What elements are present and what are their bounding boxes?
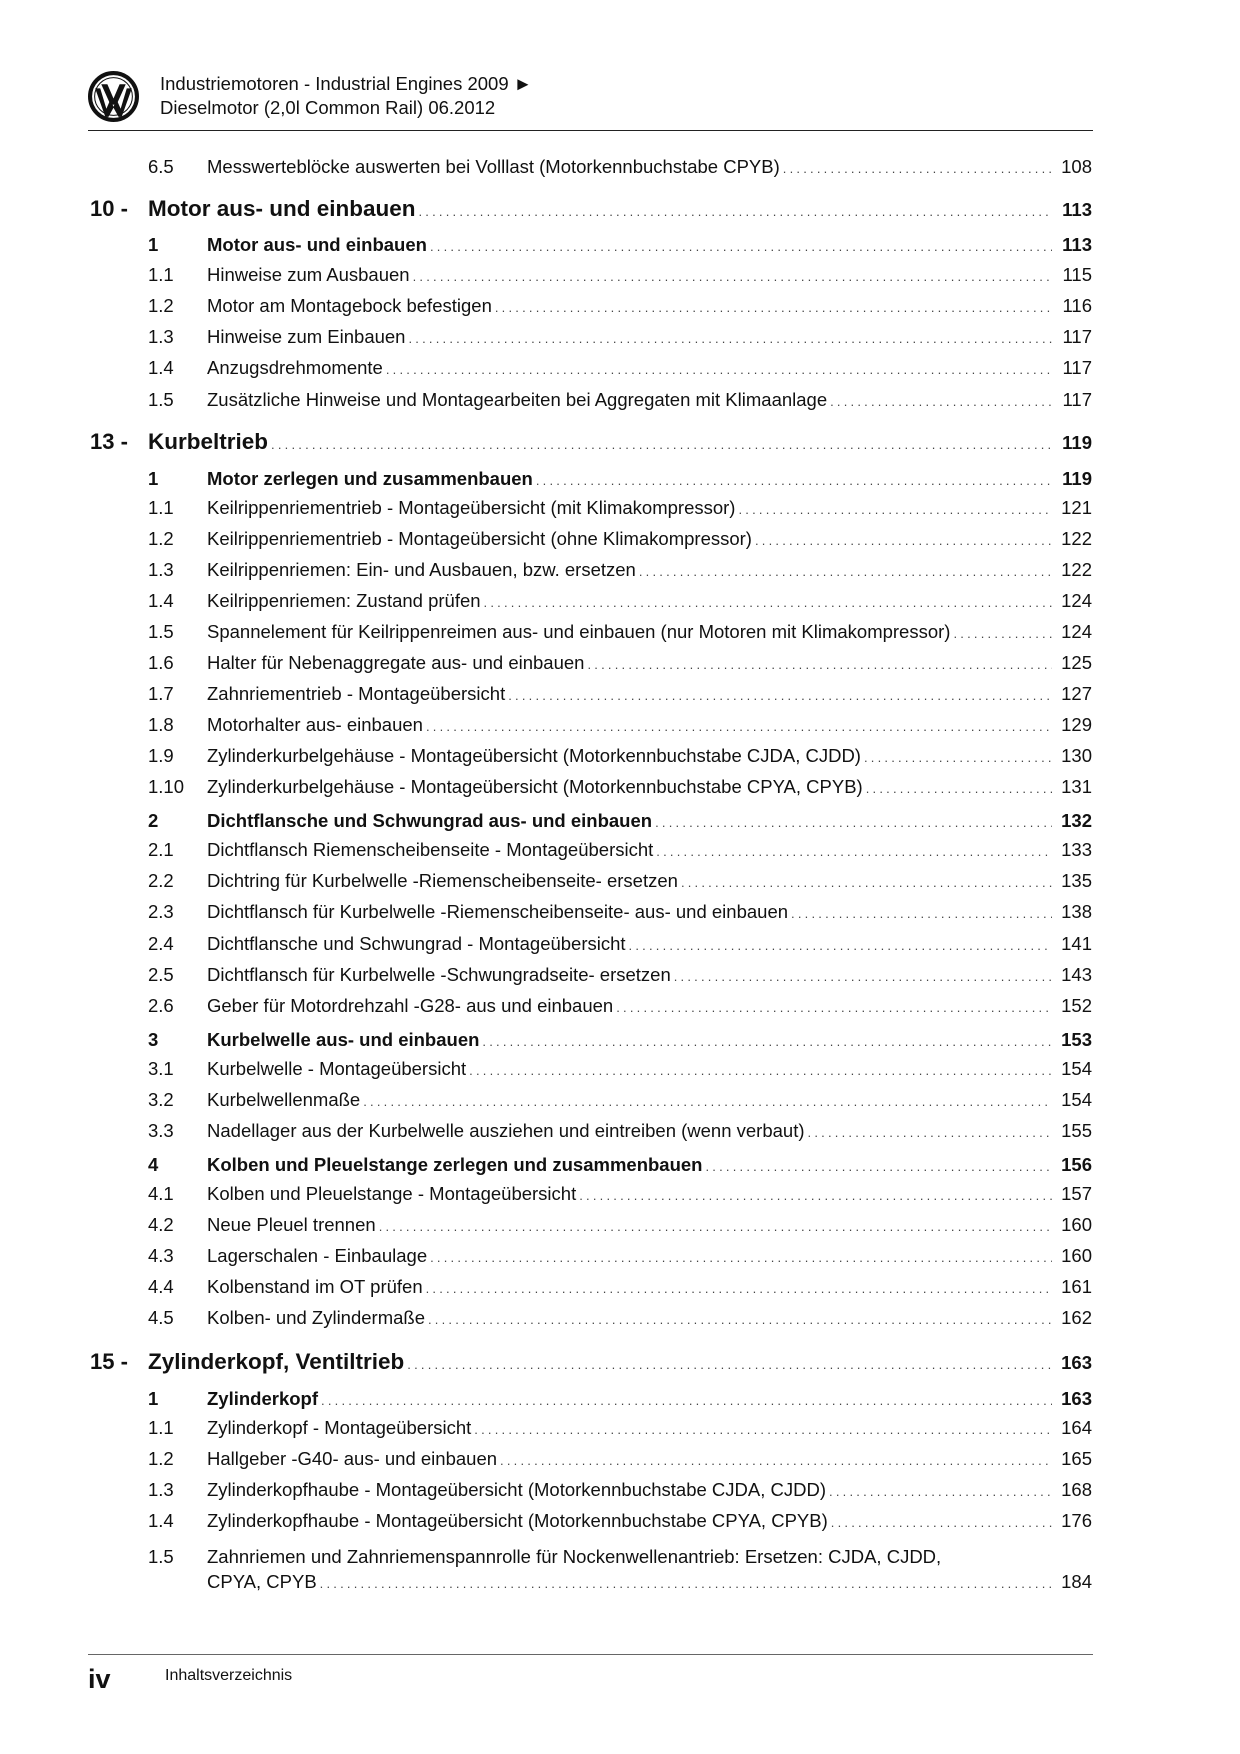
toc-entry-page: 141 xyxy=(1061,933,1092,954)
toc-entry-number: 1.10 xyxy=(148,776,185,797)
leader-dots xyxy=(681,875,1052,890)
toc-entry-title: Geber für Motordrehzahl -G28- aus und einbauen xyxy=(207,995,614,1016)
toc-section-entry[interactable] xyxy=(148,234,1092,258)
document-header xyxy=(160,72,532,120)
toc-entry-number: 1.5 xyxy=(148,1546,174,1567)
toc-section-entry[interactable] xyxy=(148,810,1092,834)
toc-entry-number: 4.1 xyxy=(148,1183,174,1204)
toc-entry-page: 117 xyxy=(1062,326,1092,347)
leader-dots xyxy=(426,719,1052,734)
toc-entry-page: 168 xyxy=(1061,1479,1092,1500)
leader-dots xyxy=(386,362,1052,377)
toc-entry-page: 117 xyxy=(1062,389,1092,410)
toc-entry-number: 4.5 xyxy=(148,1307,174,1328)
toc-entry-page: 133 xyxy=(1061,839,1092,860)
toc-entry-title: Dichtflansch für Kurbelwelle -Schwungradseite- ersetzen xyxy=(207,964,671,985)
toc-entry-page: 113 xyxy=(1062,199,1092,220)
toc-entry[interactable] xyxy=(148,326,1092,350)
toc-entry-page: 154 xyxy=(1061,1058,1092,1079)
toc-entry-title: Hinweise zum Ausbauen xyxy=(207,264,410,285)
toc-entry[interactable] xyxy=(148,1183,1092,1207)
toc-entry-page: 176 xyxy=(1061,1510,1092,1531)
header-line-1: Industriemotoren - Industrial Engines 2009 ► xyxy=(160,73,533,94)
toc-entry-line-2 xyxy=(148,1571,1092,1595)
toc-entry-title: Dichtflansch Riemenscheibenseite - Montageübersicht xyxy=(207,839,654,860)
toc-entry-title: Zylinderkopfhaube - Montageübersicht (Motorkennbuchstabe CJDA, CJDD) xyxy=(207,1479,827,1500)
toc-entry-title: Zahnriementrieb - Montageübersicht xyxy=(207,683,506,704)
toc-entry-title: Kolben und Pleuelstange - Montageübersicht xyxy=(207,1183,577,1204)
toc-entry-title: Anzugsdrehmomente xyxy=(207,357,383,378)
leader-dots xyxy=(536,473,1052,488)
leader-dots xyxy=(379,1219,1052,1234)
toc-entry-page: 113 xyxy=(1062,234,1092,255)
toc-section-entry[interactable] xyxy=(148,1029,1092,1053)
toc-entry-number: 1 xyxy=(148,468,159,489)
toc-entry-page: 160 xyxy=(1061,1245,1092,1266)
leader-dots xyxy=(831,1515,1052,1530)
leader-dots xyxy=(419,204,1053,219)
leader-dots xyxy=(829,1484,1052,1499)
leader-dots xyxy=(639,564,1052,579)
toc-entry-number: 2.1 xyxy=(148,839,174,860)
toc-entry-page: 153 xyxy=(1061,1029,1092,1050)
toc-entry-title: Motorhalter aus- einbauen xyxy=(207,714,423,735)
toc-entry-number: 1.4 xyxy=(148,357,174,378)
toc-entry-page: 143 xyxy=(1061,964,1092,985)
toc-entry-page: 184 xyxy=(1061,1571,1092,1592)
toc-entry-title: Zylinderkurbelgehäuse - Montageübersicht (Motorkennbuchstabe CPYA, CPYB) xyxy=(207,776,863,797)
leader-dots xyxy=(953,626,1052,641)
toc-entry-number: 1.2 xyxy=(148,295,174,316)
leader-dots xyxy=(830,394,1052,409)
leader-dots xyxy=(495,300,1052,315)
toc-entry-title: Zylinderkurbelgehäuse - Montageübersicht (Motorkennbuchstabe CJDA, CJDD) xyxy=(207,745,861,766)
leader-dots xyxy=(474,1422,1052,1437)
leader-dots xyxy=(508,688,1052,703)
toc-entry-number: 1.2 xyxy=(148,1448,174,1469)
toc-entry[interactable] xyxy=(148,1448,1092,1472)
toc-entry-title-line-2: CPYA, CPYB xyxy=(207,1571,317,1592)
toc-entry-number: 3 xyxy=(148,1029,159,1050)
toc-chapter-entry[interactable] xyxy=(90,196,1092,226)
toc-entry-number: 2.5 xyxy=(148,964,174,985)
toc-entry-title: Zusätzliche Hinweise und Montagearbeiten bei Aggregaten mit Klimaanlage xyxy=(207,389,828,410)
leader-dots xyxy=(484,595,1052,610)
toc-entry-number: 1.1 xyxy=(148,497,174,518)
toc-entry[interactable] xyxy=(148,621,1092,645)
leader-dots xyxy=(321,1393,1052,1408)
toc-entry[interactable] xyxy=(148,1245,1092,1269)
toc-entry[interactable] xyxy=(148,870,1092,894)
leader-dots xyxy=(430,239,1052,254)
toc-entry-title: Dichtflansche und Schwungrad aus- und einbauen xyxy=(207,810,653,831)
toc-entry-page: 132 xyxy=(1061,810,1092,831)
toc-entry-number: 3.3 xyxy=(148,1120,174,1141)
toc-entry-title: Kurbelwellenmaße xyxy=(207,1089,361,1110)
toc-entry[interactable] xyxy=(148,901,1092,925)
toc-entry-page: 117 xyxy=(1062,357,1092,378)
toc-entry-title: Kurbeltrieb xyxy=(148,429,269,454)
leader-dots xyxy=(655,815,1052,830)
toc-entry-title: Dichtring für Kurbelwelle -Riemenscheibenseite- ersetzen xyxy=(207,870,678,891)
leader-dots xyxy=(808,1125,1052,1140)
toc-entry-title: Hinweise zum Einbauen xyxy=(207,326,406,347)
leader-dots xyxy=(783,161,1052,176)
toc-entry-number: 2.2 xyxy=(148,870,174,891)
toc-entry-page: 161 xyxy=(1061,1276,1092,1297)
toc-entry-page: 127 xyxy=(1061,683,1092,704)
leader-dots xyxy=(738,502,1052,517)
toc-entry-number: 1.7 xyxy=(148,683,174,704)
toc-entry[interactable] xyxy=(148,1058,1092,1082)
toc-entry-number: 3.2 xyxy=(148,1089,174,1110)
toc-chapter-entry[interactable] xyxy=(90,1349,1092,1379)
leader-dots xyxy=(408,331,1052,346)
toc-entry[interactable] xyxy=(148,652,1092,676)
toc-entry-title: Kolben- und Zylindermaße xyxy=(207,1307,425,1328)
toc-entry[interactable] xyxy=(148,1089,1092,1113)
toc-entry-number: 1 xyxy=(148,234,159,255)
toc-entry-number: 1.3 xyxy=(148,326,174,347)
toc-entry[interactable] xyxy=(148,995,1092,1019)
toc-entry[interactable] xyxy=(148,1214,1092,1238)
toc-entry-title: Hallgeber -G40- aus- und einbauen xyxy=(207,1448,498,1469)
toc-entry-page: 119 xyxy=(1062,432,1092,453)
toc-entry[interactable] xyxy=(148,295,1092,319)
leader-dots xyxy=(755,533,1052,548)
toc-entry-title: Lagerschalen - Einbaulage xyxy=(207,1245,428,1266)
leader-dots xyxy=(866,781,1052,796)
toc-entry-page: 125 xyxy=(1061,652,1092,673)
toc-entry-page: 129 xyxy=(1061,714,1092,735)
toc-entry-number: 10 - xyxy=(90,196,128,221)
toc-entry-page: 138 xyxy=(1061,901,1092,922)
toc-entry-page: 157 xyxy=(1061,1183,1092,1204)
toc-entry-number: 2 xyxy=(148,810,159,831)
toc-entry-page: 119 xyxy=(1062,468,1092,489)
toc-entry[interactable] xyxy=(148,933,1092,957)
toc-entry-title: Motor am Montagebock befestigen xyxy=(207,295,492,316)
toc-entry[interactable] xyxy=(148,1417,1092,1441)
toc-entry-page: 124 xyxy=(1061,590,1092,611)
leader-dots xyxy=(864,750,1052,765)
toc-entry-title: Kolbenstand im OT prüfen xyxy=(207,1276,423,1297)
toc-entry-page: 164 xyxy=(1061,1417,1092,1438)
toc-entry-title: Kurbelwelle - Montageübersicht xyxy=(207,1058,467,1079)
toc-entry-page: 131 xyxy=(1061,776,1092,797)
toc-entry[interactable] xyxy=(148,590,1092,614)
toc-entry-title: Keilrippenriemen: Ein- und Ausbauen, bzw. ersetzen xyxy=(207,559,636,580)
toc-entry-page: 165 xyxy=(1061,1448,1092,1469)
toc-entry-number: 1.1 xyxy=(148,264,174,285)
toc-entry-number: 1.8 xyxy=(148,714,174,735)
toc-entry-number: 1.1 xyxy=(148,1417,174,1438)
toc-section-entry[interactable] xyxy=(148,468,1092,492)
toc-entry-number: 1.3 xyxy=(148,1479,174,1500)
toc-entry-page: 122 xyxy=(1061,559,1092,580)
toc-entry[interactable] xyxy=(148,497,1092,521)
leader-dots xyxy=(426,1281,1052,1296)
leader-dots xyxy=(587,657,1052,672)
toc-entry-number: 2.6 xyxy=(148,995,174,1016)
toc-entry-title: Motor aus- und einbauen xyxy=(207,234,427,255)
toc-entry[interactable] xyxy=(148,389,1092,413)
toc-entry-number: 2.3 xyxy=(148,901,174,922)
toc-entry-title: Neue Pleuel trennen xyxy=(207,1214,376,1235)
toc-entry[interactable] xyxy=(148,528,1092,552)
toc-entry[interactable] xyxy=(148,1120,1092,1144)
toc-section-entry[interactable] xyxy=(148,1388,1092,1412)
toc-entry-page: 116 xyxy=(1062,295,1092,316)
toc-entry-number: 1.4 xyxy=(148,590,174,611)
toc-entry-number: 1.2 xyxy=(148,528,174,549)
toc-entry-title: Zylinderkopf, Ventiltrieb xyxy=(148,1349,405,1374)
toc-entry-number: 1.5 xyxy=(148,389,174,410)
toc-entry-page: 122 xyxy=(1061,528,1092,549)
toc-entry[interactable] xyxy=(148,714,1092,738)
footer-section-label: Inhaltsverzeichnis xyxy=(165,1667,293,1684)
toc-entry-title: Halter für Nebenaggregate aus- und einbauen xyxy=(207,652,585,673)
leader-dots xyxy=(656,844,1052,859)
toc-entry-number: 1.9 xyxy=(148,745,174,766)
toc-entry-title: Nadellager aus der Kurbelwelle ausziehen und eintreiben (wenn verbaut) xyxy=(207,1120,805,1141)
toc-entry-title: Keilrippenriementrieb - Montageübersicht (ohne Klimakompressor) xyxy=(207,528,752,549)
leader-dots xyxy=(705,1159,1052,1174)
toc-entry-number: 15 - xyxy=(90,1349,128,1374)
toc-entry[interactable] xyxy=(148,156,1092,180)
toc-entry-page: 154 xyxy=(1061,1089,1092,1110)
leader-dots xyxy=(320,1576,1052,1591)
toc-entry[interactable] xyxy=(148,1307,1092,1331)
toc-entry-title: Keilrippenriemen: Zustand prüfen xyxy=(207,590,481,611)
toc-entry-page: 135 xyxy=(1061,870,1092,891)
header-line-2: Dieselmotor (2,0l Common Rail) 06.2012 xyxy=(160,97,496,118)
leader-dots xyxy=(629,938,1052,953)
toc-entry[interactable] xyxy=(148,839,1092,863)
toc-entry-title: Kolben und Pleuelstange zerlegen und zusammenbauen xyxy=(207,1154,703,1175)
footer-divider xyxy=(88,1654,1093,1655)
toc-entry[interactable] xyxy=(148,964,1092,988)
toc-entry-title: Keilrippenriementrieb - Montageübersicht (mit Klimakompressor) xyxy=(207,497,736,518)
toc-entry-page: 124 xyxy=(1061,621,1092,642)
toc-entry-title: Spannelement für Keilrippenreimen aus- und einbauen (nur Motoren mit Klimakompressor) xyxy=(207,621,951,642)
toc-entry-number: 4 xyxy=(148,1154,159,1175)
toc-entry-title: Dichtflansche und Schwungrad - Montageübersicht xyxy=(207,933,626,954)
toc-entry-number: 4.2 xyxy=(148,1214,174,1235)
toc-entry-title: Motor aus- und einbauen xyxy=(148,196,416,221)
toc-entry-number: 13 - xyxy=(90,429,128,454)
leader-dots xyxy=(407,1357,1052,1372)
toc-entry-page: 115 xyxy=(1062,264,1092,285)
toc-entry-number: 1.3 xyxy=(148,559,174,580)
leader-dots xyxy=(482,1034,1052,1049)
leader-dots xyxy=(500,1453,1052,1468)
toc-entry-title: Dichtflansch für Kurbelwelle -Riemenscheibenseite- aus- und einbauen xyxy=(207,901,789,922)
toc-entry-page: 130 xyxy=(1061,745,1092,766)
toc-chapter-entry[interactable] xyxy=(90,429,1092,459)
toc-section-entry[interactable] xyxy=(148,1154,1092,1178)
toc-entry[interactable] xyxy=(148,745,1092,769)
leader-dots xyxy=(616,1000,1052,1015)
leader-dots xyxy=(271,437,1052,452)
toc-entry-page: 162 xyxy=(1061,1307,1092,1328)
leader-dots xyxy=(579,1188,1052,1203)
toc-entry-page: 121 xyxy=(1061,497,1092,518)
leader-dots xyxy=(428,1312,1052,1327)
toc-entry-number: 4.4 xyxy=(148,1276,174,1297)
toc-entry-title: Motor zerlegen und zusammenbauen xyxy=(207,468,533,489)
leader-dots xyxy=(469,1063,1052,1078)
toc-entry[interactable] xyxy=(148,357,1092,381)
toc-entry-number: 2.4 xyxy=(148,933,174,954)
toc-entry[interactable] xyxy=(148,1510,1092,1534)
toc-entry-number: 3.1 xyxy=(148,1058,174,1079)
toc-entry-title: Messwerteblöcke auswerten bei Volllast (Motorkennbuchstabe CPYB) xyxy=(207,156,780,177)
toc-entry-page: 163 xyxy=(1061,1388,1092,1409)
toc-entry-page: 163 xyxy=(1061,1352,1092,1373)
leader-dots xyxy=(674,969,1052,984)
toc-entry-title: Zylinderkopf xyxy=(207,1388,319,1409)
leader-dots xyxy=(413,269,1052,284)
toc-entry-title-line-1: Zahnriemen und Zahnriemenspannrolle für Nockenwellenantrieb: Ersetzen: CJDA, CJDD, xyxy=(207,1546,942,1567)
header-divider xyxy=(88,130,1093,131)
vw-logo-icon xyxy=(88,71,139,122)
toc-entry[interactable] xyxy=(148,559,1092,583)
toc-entry-page: 155 xyxy=(1061,1120,1092,1141)
toc-entry-number: 4.3 xyxy=(148,1245,174,1266)
toc-entry[interactable] xyxy=(148,1479,1092,1503)
toc-entry-title: Kurbelwelle aus- und einbauen xyxy=(207,1029,480,1050)
leader-dots xyxy=(791,906,1052,921)
toc-entry-number: 1.5 xyxy=(148,621,174,642)
toc-entry-number: 1 xyxy=(148,1388,159,1409)
toc-entry[interactable] xyxy=(148,264,1092,288)
leader-dots xyxy=(363,1094,1052,1109)
toc-entry[interactable] xyxy=(148,683,1092,707)
toc-entry-number: 1.6 xyxy=(148,652,174,673)
toc-entry-page: 108 xyxy=(1061,156,1092,177)
toc-entry[interactable] xyxy=(148,776,1092,800)
toc-entry-page: 160 xyxy=(1061,1214,1092,1235)
toc-entry-page: 156 xyxy=(1061,1154,1092,1175)
toc-entry-page: 152 xyxy=(1061,995,1092,1016)
page-number: iv xyxy=(88,1664,111,1694)
toc-entry-number: 6.5 xyxy=(148,156,174,177)
toc-entry[interactable] xyxy=(148,1276,1092,1300)
toc-entry-title: Zylinderkopf - Montageübersicht xyxy=(207,1417,472,1438)
leader-dots xyxy=(430,1250,1052,1265)
toc-entry-title: Zylinderkopfhaube - Montageübersicht (Motorkennbuchstabe CPYA, CPYB) xyxy=(207,1510,828,1531)
toc-entry-number: 1.4 xyxy=(148,1510,174,1531)
